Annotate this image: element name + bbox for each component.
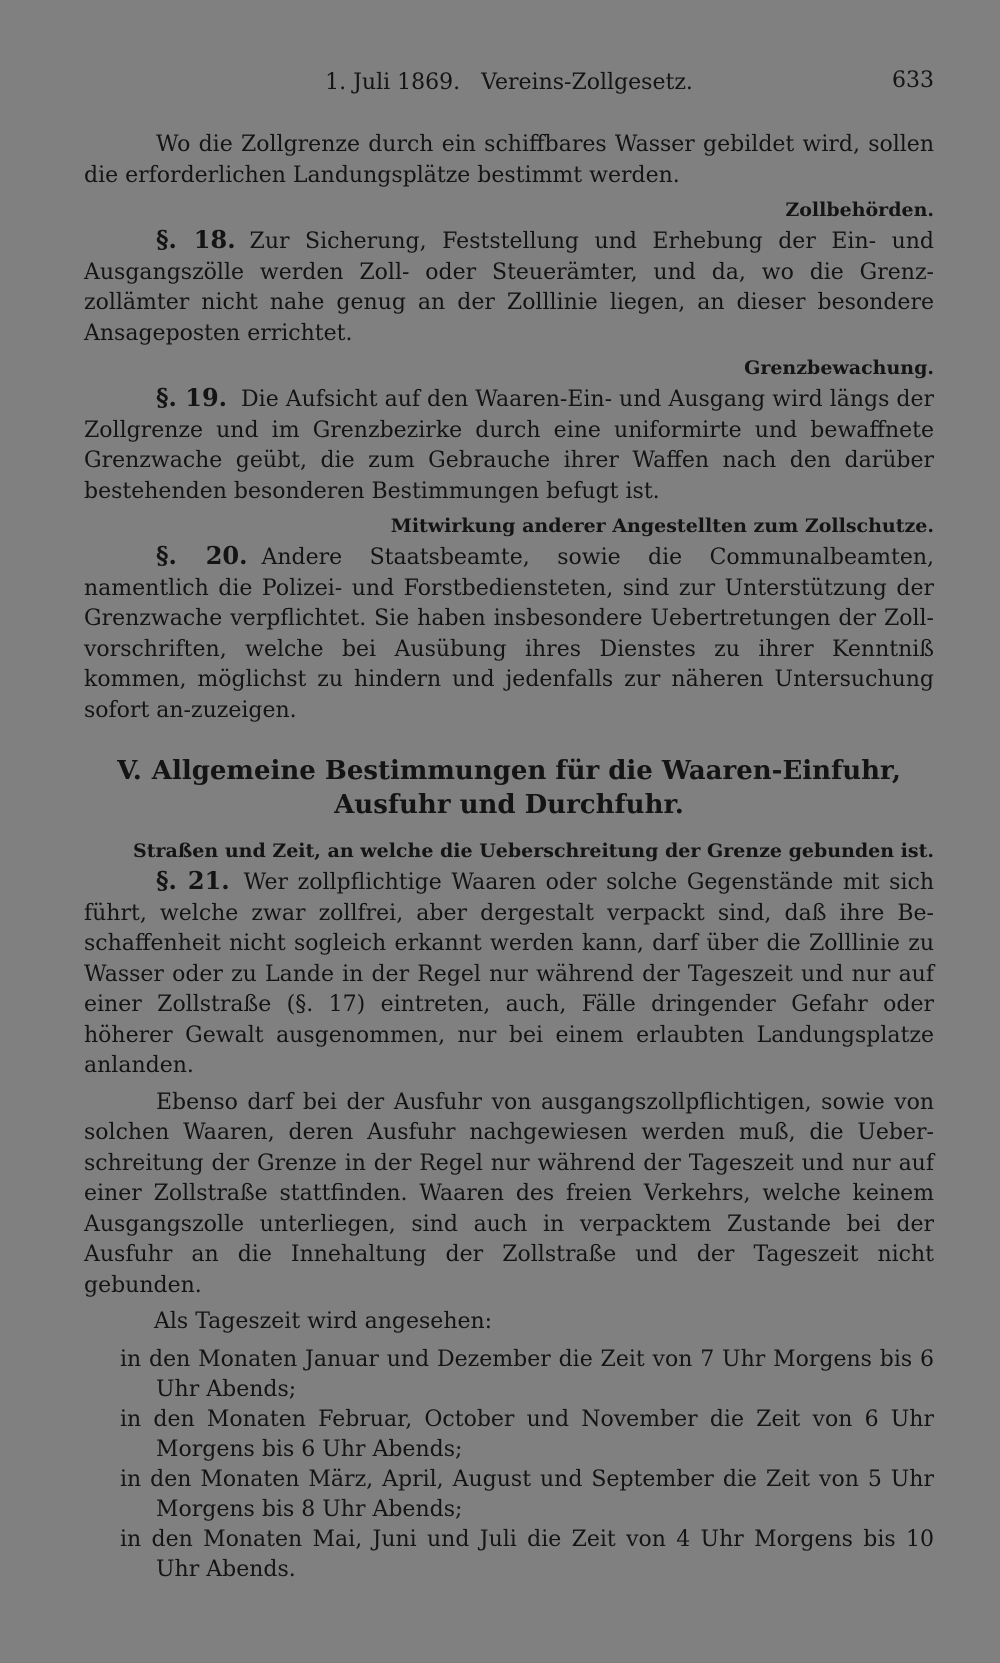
time-list [84, 1345, 934, 1585]
list-intro: Als Tageszeit wird angesehen: [154, 1309, 493, 1334]
side-title-18: Zollbehörden. [785, 199, 934, 221]
section-21 [84, 866, 934, 1082]
running-title [84, 70, 934, 95]
list-item: in den Monaten März, April, August und September die Zeit von 5 Uhr Morgens bis 8 Uhr Abends; [120, 1467, 934, 1522]
chapter-number: V. [117, 756, 142, 786]
section-20 [84, 541, 934, 726]
section-text-20: Andere Staatsbeamte, sowie die Communalbeamten, namentlich die Polizei- und Forstbediensteten, sind zur Unterstützung der Grenzwache verpflichtet. Sie haben insbesondere Uebertretungen der Zoll-vorschriften, welche bei Ausübung ihres Dienstes zu ihrer Kenntniß kommen, möglichst zu hindern und jedenfalls zur näheren Untersuchung sofort an-zuzeigen. [84, 545, 934, 723]
section-text-18: Zur Sicherung, Feststellung und Erhebung der Ein- und Ausgangszölle werden Zoll- oder Steuerämter, und da, wo die Grenz-zollämter nicht nahe genug an der Zolllinie liegen, an dieser besondere Ansageposten errichtet. [84, 229, 934, 346]
page-number: 633 [892, 68, 934, 93]
section-21-paragraph-2: Ebenso darf bei der Ausfuhr von ausgangszollpflichtigen, sowie von solchen Waaren, deren Ausfuhr nachgewiesen werden muß, die Ueber-schreitung der Grenze in der Regel nur während der Tageszeit und nur auf einer Zollstraße stattfinden. Waaren des freien Verkehrs, welche keinem Ausgangszolle unterliegen, sind auch in verpacktem Zustande bei der Ausfuhr an die Innehaltung der Zollstraße und der Tageszeit nicht gebunden. [84, 1089, 934, 1298]
side-title-21: Straßen und Zeit, an welche die Ueberschreitung der Grenze gebunden ist. [133, 840, 934, 862]
header-date: 1. Juli 1869. [325, 70, 461, 95]
section-number-20: §. 20. [156, 541, 248, 570]
section-number-19: §. 19. [156, 383, 228, 412]
section-number-18: §. 18. [156, 225, 236, 254]
side-title-20: Mitwirkung anderer Angestellten zum Zollschutze. [390, 515, 934, 537]
section-19 [84, 383, 934, 507]
list-item: in den Monaten Mai, Juni und Juli die Zeit von 4 Uhr Morgens bis 10 Uhr Abends. [120, 1527, 934, 1582]
section-number-21: §. 21. [156, 866, 230, 895]
page-body [84, 130, 934, 1585]
chapter-title: Allgemeine Bestimmungen für die Waaren-Einfuhr, Ausfuhr und Durchfuhr. [151, 756, 901, 820]
page-header [84, 64, 934, 104]
list-item: in den Monaten Februar, October und November die Zeit von 6 Uhr Morgens bis 6 Uhr Abends; [120, 1407, 934, 1462]
section-text-19: Die Aufsicht auf den Waaren-Ein- und Ausgang wird längs der Zollgrenze und im Grenzbezirke durch eine uniformirte und bewaffnete Grenzwache geübt, die zum Gebrauche ihrer Waffen nach den darüber bestehenden besonderen Bestimmungen befugt ist. [84, 387, 935, 504]
section-text-21: Wer zollpflichtige Waaren oder solche Gegenstände mit sich führt, welche zwar zollfrei, aber dergestalt verpackt sind, daß ihre Be-schaffenheit nicht sogleich erkannt werden kann, darf über die Zolllinie zu Wasser oder zu Lande in der Regel nur während der Tageszeit und nur auf einer Zollstraße (§. 17) eintreten, auch, Fälle dringender Gefahr oder höherer Gewalt ausgenommen, nur bei einem erlaubten Landungsplatze anlanden. [84, 870, 935, 1078]
header-title: Vereins-Zollgesetz. [481, 70, 693, 95]
side-title-19: Grenzbewachung. [744, 357, 934, 379]
section-18 [84, 225, 934, 349]
chapter-heading [84, 754, 934, 822]
list-item: in den Monaten Januar und Dezember die Zeit von 7 Uhr Morgens bis 6 Uhr Abends; [120, 1347, 934, 1402]
intro-paragraph: Wo die Zollgrenze durch ein schiffbares Wasser gebildet wird, sollen die erforderlichen Landungsplätze bestimmt werden. [84, 132, 934, 188]
